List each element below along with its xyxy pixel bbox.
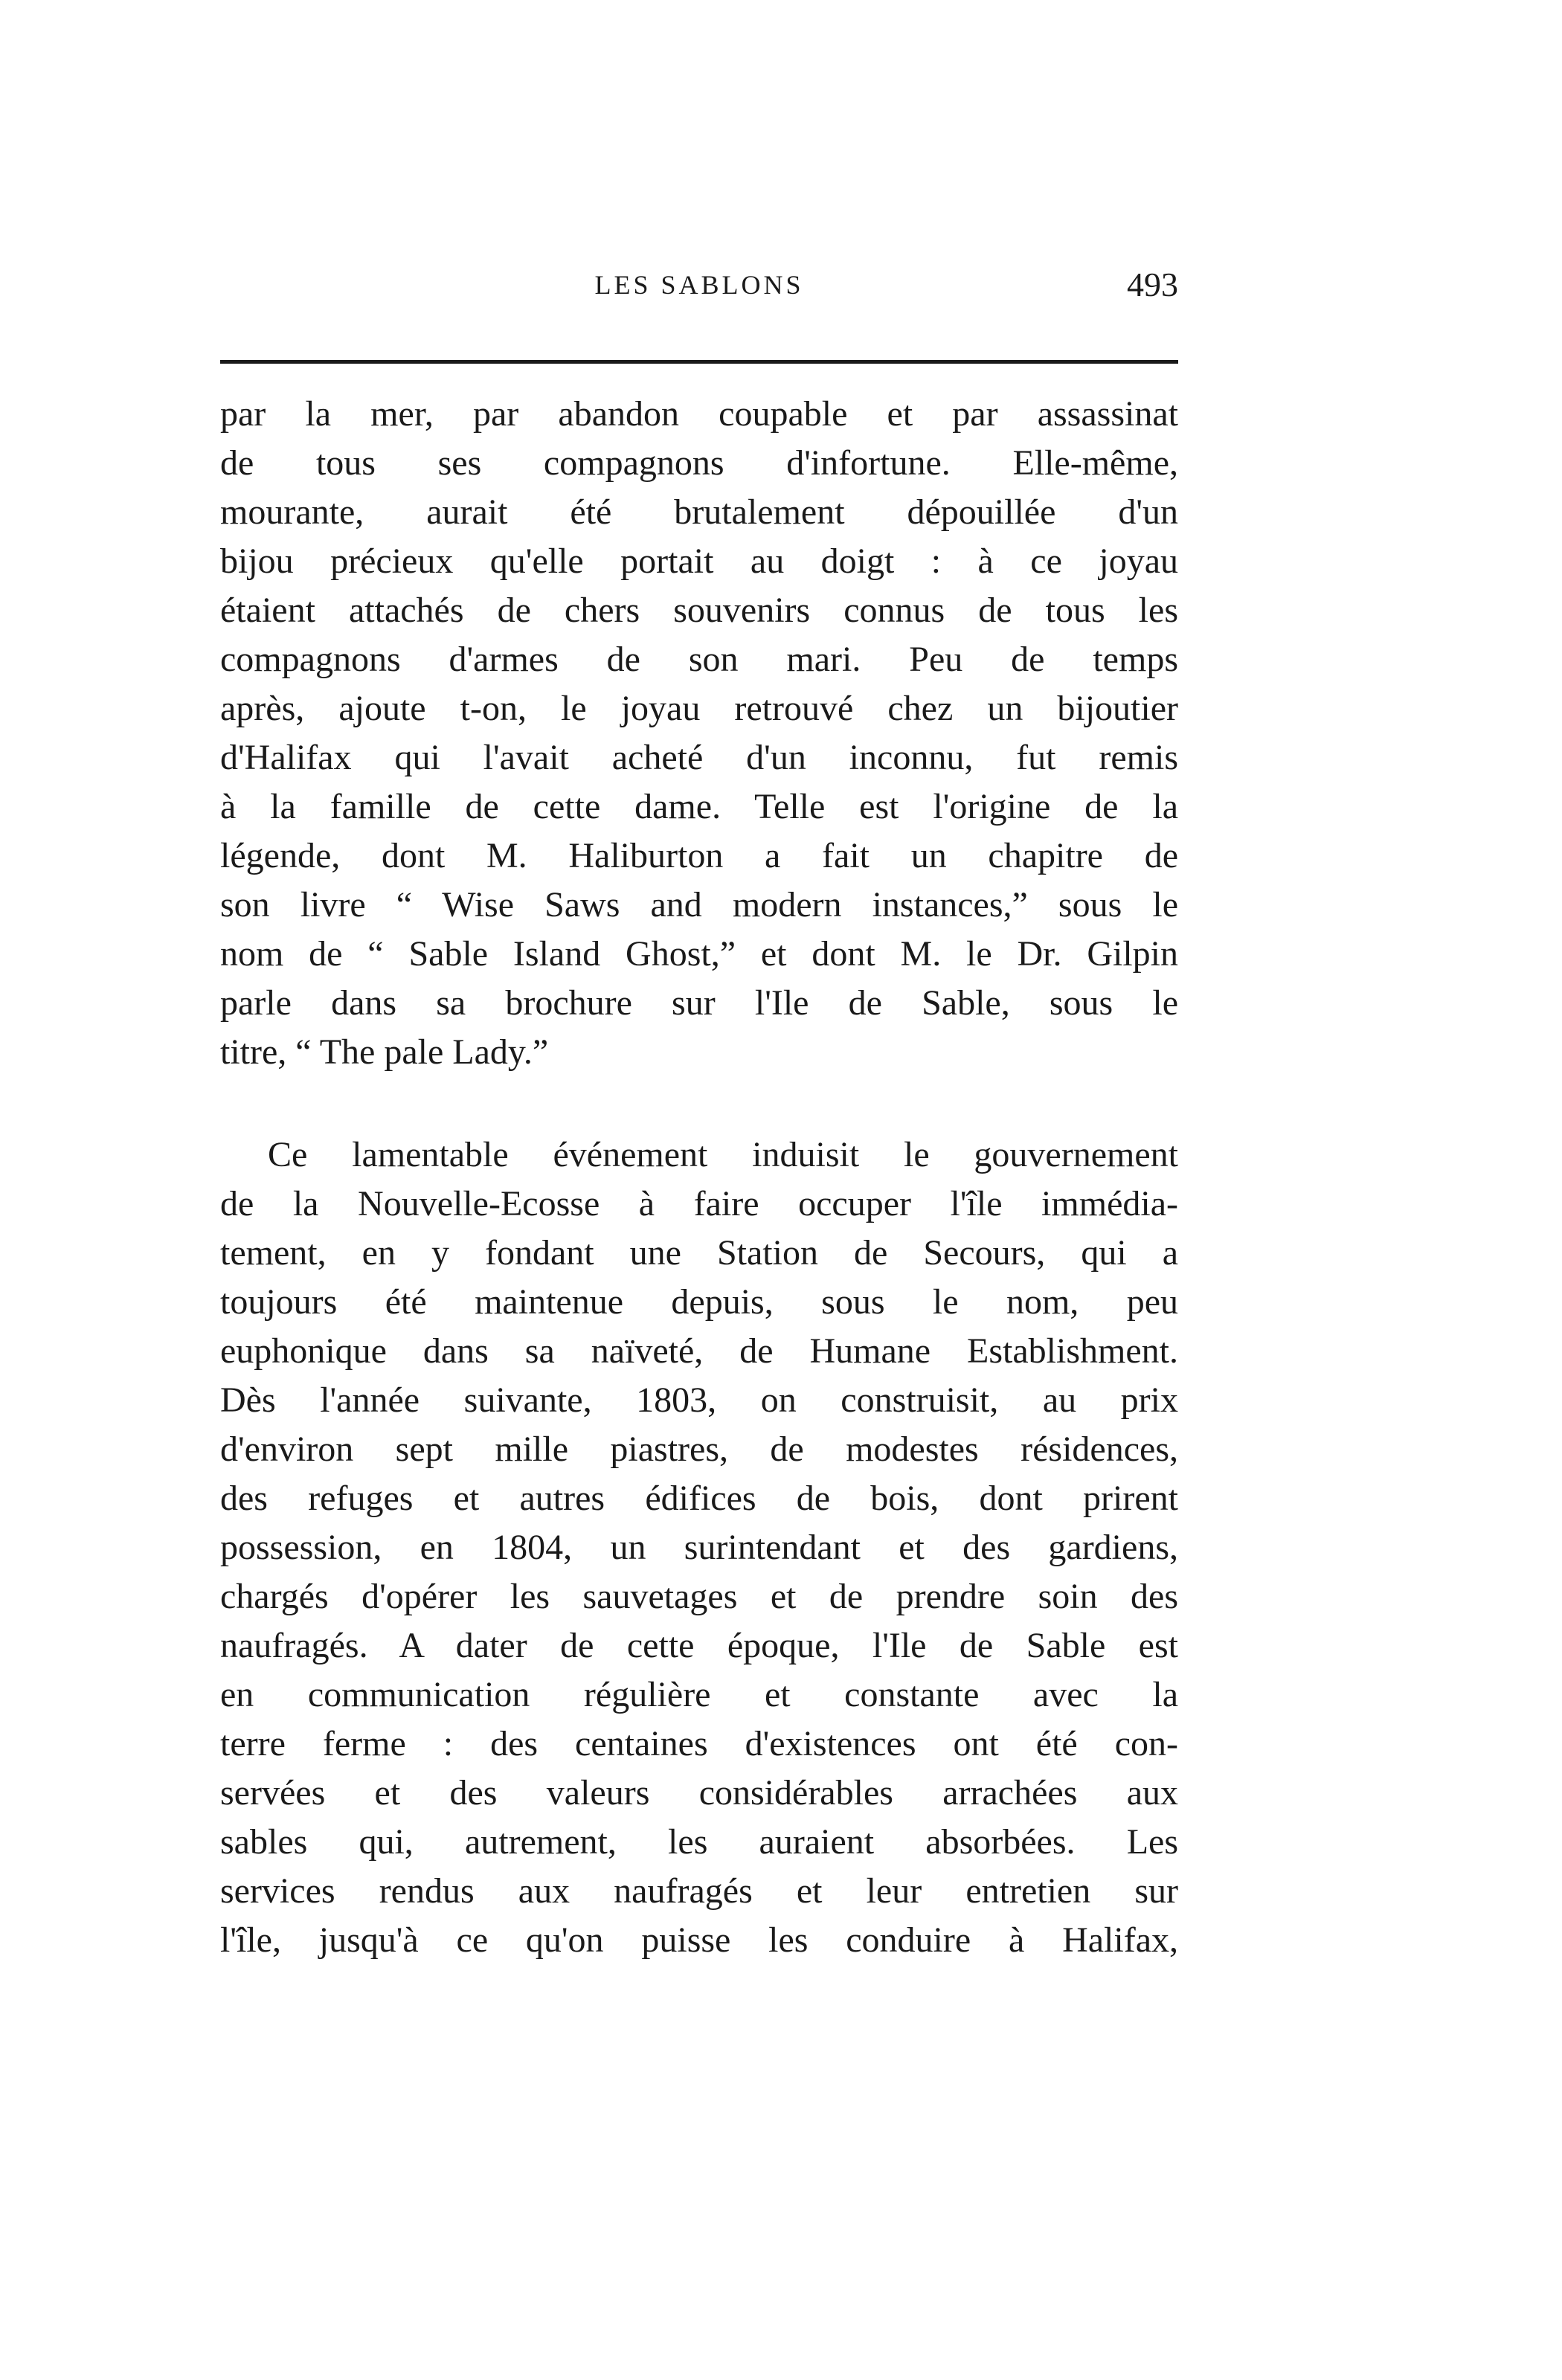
text-line: chargés d'opérer les sauvetages et de prendre soin des <box>220 1577 1178 1616</box>
text-line: terre ferme : des centaines d'existences ont été con- <box>220 1724 1178 1763</box>
text-line: mourante, aurait été brutalement dépouillée d'un <box>220 492 1178 532</box>
text-line: par la mer, par abandon coupable et par assassinat <box>220 394 1178 434</box>
text-line: à la famille de cette dame. Telle est l'origine de la <box>220 787 1178 826</box>
text-line: titre, “ The pale Lady.” <box>220 1032 549 1072</box>
text-line: sables qui, autrement, les auraient absorbées. Les <box>220 1822 1178 1862</box>
text-line: d'Halifax qui l'avait acheté d'un inconnu, fut remis <box>220 738 1178 777</box>
text-line: en communication régulière et constante avec la <box>220 1675 1178 1714</box>
text-line: Dès l'année suivante, 1803, on construisit, au prix <box>220 1380 1178 1420</box>
text-line: étaient attachés de chers souvenirs connus de tous les <box>220 591 1178 630</box>
text-line: d'environ sept mille piastres, de modestes résidences, <box>220 1429 1178 1469</box>
text-line: services rendus aux naufragés et leur entretien sur <box>220 1871 1178 1911</box>
text-line: parle dans sa brochure sur l'Ile de Sable, sous le <box>220 983 1178 1023</box>
text-line: possession, en 1804, un surintendant et des gardiens, <box>220 1528 1178 1567</box>
text-line: bijou précieux qu'elle portait au doigt : à ce joyau <box>220 541 1178 581</box>
paragraph-1 <box>220 390 1178 1077</box>
text-line: tement, en y fondant une Station de Secours, qui a <box>220 1233 1178 1273</box>
text-line: légende, dont M. Haliburton a fait un chapitre de <box>220 836 1178 875</box>
page-header <box>220 266 1178 314</box>
text-line: naufragés. A dater de cette époque, l'Ile de Sable est <box>220 1626 1178 1665</box>
running-title: LES SABLONS <box>594 270 804 300</box>
text-line: des refuges et autres édifices de bois, dont prirent <box>220 1479 1178 1518</box>
page-number: 493 <box>1127 266 1178 303</box>
paragraph-2 <box>220 1130 1178 1965</box>
text-line: compagnons d'armes de son mari. Peu de temps <box>220 640 1178 679</box>
text-line: nom de “ Sable Island Ghost,” et dont M. le Dr. Gilpin <box>220 934 1178 974</box>
header-rule <box>220 360 1178 364</box>
text-line: servées et des valeurs considérables arrachées aux <box>220 1773 1178 1813</box>
text-line: de la Nouvelle-Ecosse à faire occuper l'île immédia- <box>220 1184 1178 1223</box>
text-line: euphonique dans sa naïveté, de Humane Establishment. <box>220 1331 1178 1371</box>
text-line: après, ajoute t-on, le joyau retrouvé chez un bijoutier <box>220 689 1178 728</box>
text-line: toujours été maintenue depuis, sous le nom, peu <box>220 1282 1178 1322</box>
text-line: Ce lamentable événement induisit le gouvernement <box>268 1135 1178 1174</box>
text-line: son livre “ Wise Saws and modern instances,” sous le <box>220 885 1178 924</box>
text-line: l'île, jusqu'à ce qu'on puisse les conduire à Halifax, <box>220 1920 1178 1960</box>
text-line: de tous ses compagnons d'infortune. Elle-même, <box>220 443 1178 483</box>
